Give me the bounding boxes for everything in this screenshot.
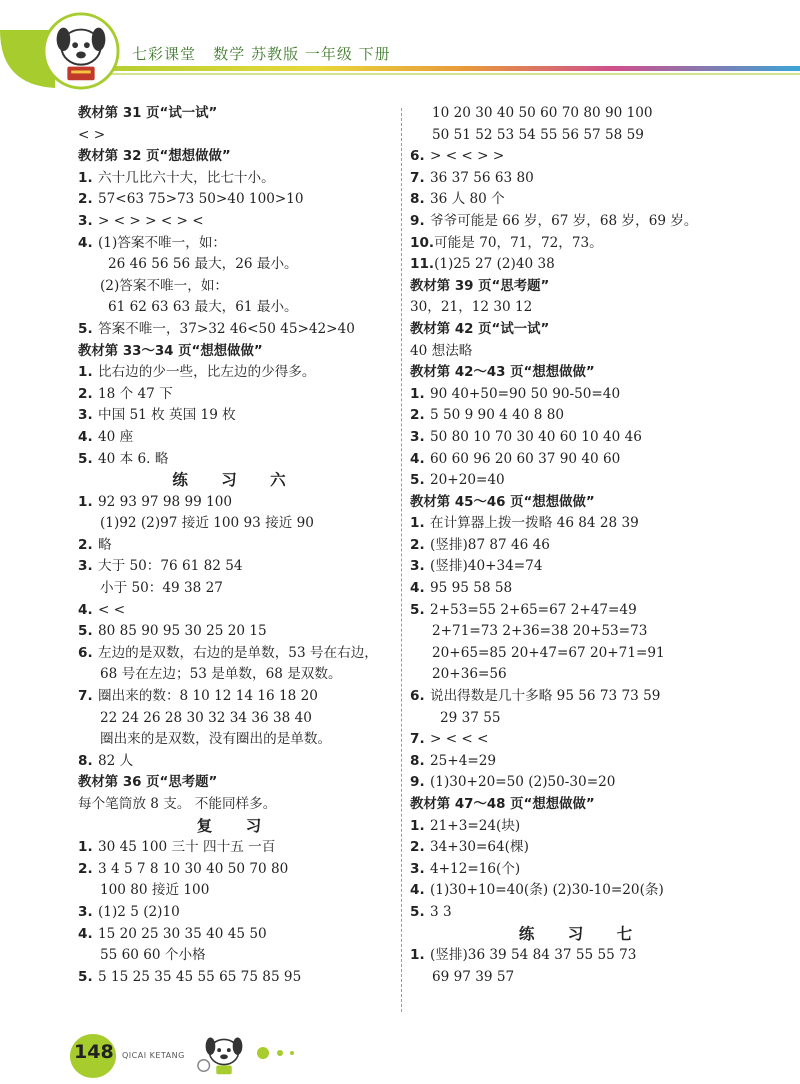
answer-text: 六十几比六十大，比七十小。 xyxy=(98,169,275,186)
answer-line xyxy=(78,168,394,190)
section-title: 复 习 xyxy=(196,816,276,835)
answer-line xyxy=(78,751,394,773)
answer-text: 57<63 75>73 50>40 100>10 xyxy=(98,191,304,208)
section-heading: 教材第 42～43 页“想想做做” xyxy=(410,365,595,381)
item-number: 5. xyxy=(410,472,425,489)
answer-line: 55 60 60 个小格 xyxy=(100,947,206,964)
answer-line xyxy=(410,772,755,794)
answer-line: 小于 50：49 38 27 xyxy=(100,580,223,597)
answer-line xyxy=(78,189,394,211)
answer-line: 2+71=73 2+36=38 20+53=73 xyxy=(432,623,648,640)
answer-line xyxy=(410,189,755,211)
answer-line: 69 97 39 57 xyxy=(432,968,515,985)
item-number: 4. xyxy=(410,882,425,899)
item-number: 3. xyxy=(410,860,425,877)
answer-line: 20+65=85 20+47=67 20+71=91 xyxy=(432,644,665,661)
answer-text: 30 45 100 三十 四十五 一百 xyxy=(98,839,276,856)
answer-text: (1)30+10=40(条) (2)30-10=20(条) xyxy=(430,882,664,899)
item-number: 4. xyxy=(78,428,93,445)
answer-line xyxy=(78,902,394,924)
section-heading: 教材第 39 页“思考题” xyxy=(410,278,550,294)
answer-line: 61 62 63 63 最大，61 最小。 xyxy=(108,299,298,316)
item-number: 5. xyxy=(410,601,425,618)
item-number: 4. xyxy=(410,450,425,467)
answer-line: 50 51 52 53 54 55 56 57 58 59 xyxy=(432,126,644,143)
answer-text: 中国 51 枚 英国 19 枚 xyxy=(98,407,236,424)
answer-line xyxy=(78,621,394,643)
section-title: 练 习 六 xyxy=(172,471,300,490)
answer-line: 22 24 26 28 30 32 34 36 38 40 xyxy=(100,709,312,726)
answer-text: (竖排)36 39 54 84 37 55 55 73 xyxy=(430,947,637,964)
item-number: 9. xyxy=(410,212,425,229)
item-number: 5. xyxy=(78,623,93,640)
item-number: 6. xyxy=(78,644,93,661)
answer-line xyxy=(78,449,394,471)
answer-text: 爷爷可能是 66 岁，67 岁，68 岁，69 岁。 xyxy=(430,212,698,229)
answer-line xyxy=(410,233,755,255)
section-heading: 教材第 31 页“试一试” xyxy=(78,106,218,121)
item-number: 2. xyxy=(78,860,93,877)
answer-line: 每个笔筒放 8 支。 不能同样多。 xyxy=(78,796,277,812)
answer-text: 圈出来的数：8 10 12 14 16 18 20 xyxy=(98,688,318,705)
answer-text: 36 37 56 63 80 xyxy=(430,169,534,186)
answer-text: 15 20 25 30 35 40 45 50 xyxy=(98,925,267,942)
answer-text: 左边的是双数，右边的是单数，53 号在右边， xyxy=(98,644,378,661)
answer-line: 68 号在左边；53 是单数，68 是双数。 xyxy=(100,666,342,683)
answer-line xyxy=(410,686,755,708)
answer-line xyxy=(78,384,394,406)
item-number: 2. xyxy=(78,536,93,553)
item-number: 2. xyxy=(410,536,425,553)
answer-line xyxy=(410,880,755,902)
answer-text: (竖排)87 87 46 46 xyxy=(430,536,550,553)
section-heading: 教材第 36 页“思考题” xyxy=(78,775,218,791)
answer-line xyxy=(78,686,394,708)
item-number: 11. xyxy=(410,256,435,273)
answer-line xyxy=(410,816,755,838)
item-number: 3. xyxy=(410,558,425,575)
answer-line xyxy=(410,470,755,492)
answer-text: 大于 50：76 61 82 54 xyxy=(98,558,243,575)
page-number: 148 xyxy=(74,1041,114,1063)
answer-line: 40 想法略 xyxy=(410,342,473,359)
answer-line xyxy=(410,449,755,471)
answer-line xyxy=(410,405,755,427)
answer-text: > < > > < > < xyxy=(98,212,204,229)
answer-text: (1)答案不唯一，如： xyxy=(98,234,227,251)
answer-text: (1)25 27 (2)40 38 xyxy=(434,256,555,273)
answer-line: 10 20 30 40 50 60 70 80 90 100 xyxy=(432,105,653,121)
answer-text: < < xyxy=(98,601,126,618)
item-number: 8. xyxy=(78,752,93,769)
header-title: 七彩课堂 数学 苏教版 一年级 下册 xyxy=(132,45,391,63)
answer-text: 略 xyxy=(98,536,112,553)
item-number: 5. xyxy=(78,450,93,467)
column-divider xyxy=(401,108,402,1012)
answer-line xyxy=(78,492,394,514)
answer-line xyxy=(410,945,755,967)
answer-line xyxy=(410,535,755,557)
right-column xyxy=(410,103,755,988)
item-number: 7. xyxy=(410,169,425,186)
answer-line xyxy=(410,146,755,168)
answer-line xyxy=(78,233,394,255)
item-number: 3. xyxy=(78,407,93,424)
left-column xyxy=(78,103,394,988)
answer-line: 30，21，12 30 12 xyxy=(410,299,533,316)
answer-line xyxy=(78,837,394,859)
answer-text: 3 4 5 7 8 10 30 40 50 70 80 xyxy=(98,860,289,877)
header-stripe xyxy=(0,0,800,100)
answer-line xyxy=(410,751,755,773)
answer-text: (1)30+20=50 (2)50-30=20 xyxy=(430,774,616,791)
answer-text: 比右边的少一些，比左边的少得多。 xyxy=(98,364,316,381)
answer-line: (2)答案不唯一，如： xyxy=(100,277,229,294)
answer-line xyxy=(410,600,755,622)
answer-text: 5 15 25 35 45 55 65 75 85 95 xyxy=(98,968,302,985)
item-number: 2. xyxy=(78,385,93,402)
item-number: 3. xyxy=(410,428,425,445)
answer-text: 20+20=40 xyxy=(430,472,505,489)
answer-text: 在计算器上拨一拨略 46 84 28 39 xyxy=(430,515,639,532)
item-number: 3. xyxy=(78,212,93,229)
item-number: 4. xyxy=(78,925,93,942)
section-heading: 教材第 32 页“想想做做” xyxy=(78,149,231,165)
answer-text: 说出得数是几十多略 95 56 73 73 59 xyxy=(430,688,661,705)
item-number: 2. xyxy=(78,191,93,208)
item-number: 1. xyxy=(410,385,425,402)
answer-line xyxy=(78,924,394,946)
answer-text: 21+3=24(块) xyxy=(430,817,521,834)
answer-line xyxy=(78,319,394,341)
item-number: 4. xyxy=(78,234,93,251)
answer-line xyxy=(410,556,755,578)
answer-text: 3 3 xyxy=(430,903,452,920)
answer-line xyxy=(410,578,755,600)
answer-line xyxy=(410,168,755,190)
item-number: 2. xyxy=(410,407,425,424)
answer-text: 80 85 90 95 30 25 20 15 xyxy=(98,623,267,640)
item-number: 1. xyxy=(78,169,93,186)
answer-line: 29 37 55 xyxy=(440,709,501,726)
item-number: 1. xyxy=(410,515,425,532)
answer-text: 90 40+50=90 50 90-50=40 xyxy=(430,385,621,402)
answer-text: 5 50 9 90 4 40 8 80 xyxy=(430,407,565,424)
item-number: 2. xyxy=(410,839,425,856)
answer-line xyxy=(78,405,394,427)
answer-text: (竖排)40+34=74 xyxy=(430,558,543,575)
section-heading: 教材第 33～34 页“想想做做” xyxy=(78,343,263,359)
item-number: 6. xyxy=(410,148,425,165)
answer-text: 可能是 70，71，72，73。 xyxy=(434,234,603,251)
footer-dots xyxy=(256,1046,306,1060)
answer-line xyxy=(410,427,755,449)
answer-text: 50 80 10 70 30 40 60 10 40 46 xyxy=(430,428,642,445)
item-number: 1. xyxy=(78,839,93,856)
item-number: 5. xyxy=(78,968,93,985)
answer-line: 20+36=56 xyxy=(432,666,507,683)
answer-line: 100 80 接近 100 xyxy=(100,882,210,899)
footer-brand: QICAI KETANG xyxy=(122,1051,185,1060)
footer-mascot-icon xyxy=(195,1026,253,1078)
answer-text: 82 人 xyxy=(98,752,134,769)
answer-text: (1)2 5 (2)10 xyxy=(98,903,180,920)
answer-line: < > xyxy=(78,126,106,143)
item-number: 4. xyxy=(78,601,93,618)
answer-line xyxy=(78,535,394,557)
item-number: 5. xyxy=(78,320,93,337)
answer-text: 34+30=64(棵) xyxy=(430,839,529,856)
answer-line: (1)92 (2)97 接近 100 93 接近 90 xyxy=(100,515,314,532)
item-number: 6. xyxy=(410,688,425,705)
item-number: 1. xyxy=(78,364,93,381)
answer-text: > < < > > xyxy=(430,148,505,165)
answer-line xyxy=(78,967,394,989)
answer-text: 36 人 80 个 xyxy=(430,191,505,208)
section-heading: 教材第 42 页“试一试” xyxy=(410,321,550,337)
item-number: 4. xyxy=(410,580,425,597)
section-heading: 教材第 45～46 页“想想做做” xyxy=(410,494,595,510)
item-number: 9. xyxy=(410,774,425,791)
answer-text: 40 座 xyxy=(98,428,134,445)
item-number: 3. xyxy=(78,903,93,920)
answer-line xyxy=(78,211,394,233)
answer-text: 95 95 58 58 xyxy=(430,580,513,597)
answer-line xyxy=(410,729,755,751)
answer-line: 26 46 56 56 最大，26 最小。 xyxy=(108,256,298,273)
answer-line xyxy=(78,643,394,665)
answer-text: > < < < xyxy=(430,731,489,748)
answer-text: 60 60 96 20 60 37 90 40 60 xyxy=(430,450,621,467)
answer-line xyxy=(410,513,755,535)
answer-text: 18 个 47 下 xyxy=(98,385,173,402)
item-number: 8. xyxy=(410,752,425,769)
item-number: 7. xyxy=(78,688,93,705)
answer-line xyxy=(410,384,755,406)
answer-text: 2+53=55 2+65=67 2+47=49 xyxy=(430,601,637,618)
item-number: 1. xyxy=(78,493,93,510)
item-number: 7. xyxy=(410,731,425,748)
item-number: 1. xyxy=(410,947,425,964)
answer-line xyxy=(78,600,394,622)
answer-line xyxy=(410,254,755,276)
answer-line xyxy=(410,837,755,859)
section-heading: 教材第 47～48 页“想想做做” xyxy=(410,797,595,812)
answer-text: 92 93 97 98 99 100 xyxy=(98,493,233,510)
answer-line xyxy=(78,556,394,578)
item-number: 8. xyxy=(410,191,425,208)
answer-line: 圈出来的是双数，没有圈出的是单数。 xyxy=(100,731,332,748)
answer-text: 25+4=29 xyxy=(430,752,497,769)
answer-line xyxy=(78,427,394,449)
answer-line xyxy=(78,362,394,384)
section-title: 练 习 七 xyxy=(518,924,647,943)
item-number: 1. xyxy=(410,817,425,834)
answer-text: 4+12=16(个) xyxy=(430,860,521,877)
answer-line xyxy=(78,859,394,881)
item-number: 10. xyxy=(410,234,435,251)
answer-text: 40 本 6. 略 xyxy=(98,450,169,467)
answer-line xyxy=(410,211,755,233)
item-number: 3. xyxy=(78,558,93,575)
answer-text: 答案不唯一，37>32 46<50 45>42>40 xyxy=(98,320,355,337)
answer-line xyxy=(410,859,755,881)
mascot-logo xyxy=(42,12,120,90)
item-number: 5. xyxy=(410,903,425,920)
answer-line xyxy=(410,902,755,924)
